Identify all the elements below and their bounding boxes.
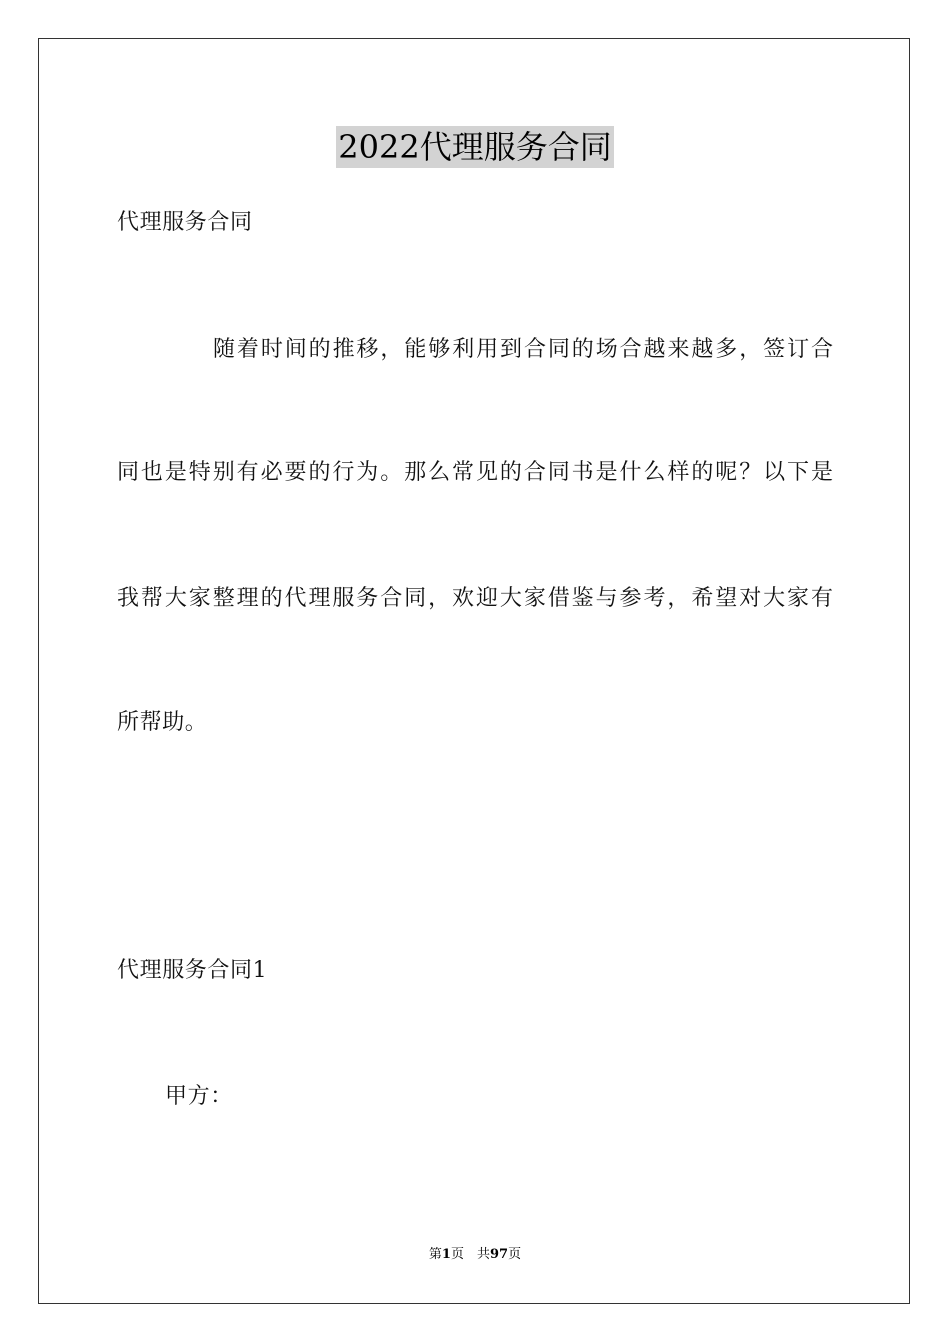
footer-prefix: 第 — [428, 1247, 442, 1262]
document-subtitle: 代理服务合同 — [117, 210, 253, 235]
footer-total-pages: 97 — [489, 1247, 509, 1262]
document-title: 2022代理服务合同 — [338, 128, 612, 166]
footer-current-page: 1 — [441, 1247, 451, 1262]
document-title-container — [0, 126, 950, 168]
page-footer — [0, 1246, 950, 1264]
intro-line-4: 所帮助。 — [117, 710, 208, 735]
intro-line-2: 同也是特别有必要的行为。那么常见的合同书是什么样的呢？以下是 — [117, 460, 833, 485]
footer-middle: 页 共 — [450, 1247, 490, 1262]
intro-line-1: 随着时间的推移，能够利用到合同的场合越来越多，签订合 — [213, 337, 833, 362]
section-heading: 代理服务合同1 — [117, 958, 268, 983]
footer-suffix: 页 — [508, 1247, 522, 1262]
party-a-label: 甲方： — [165, 1084, 233, 1109]
intro-line-3: 我帮大家整理的代理服务合同，欢迎大家借鉴与参考，希望对大家有 — [117, 586, 833, 611]
